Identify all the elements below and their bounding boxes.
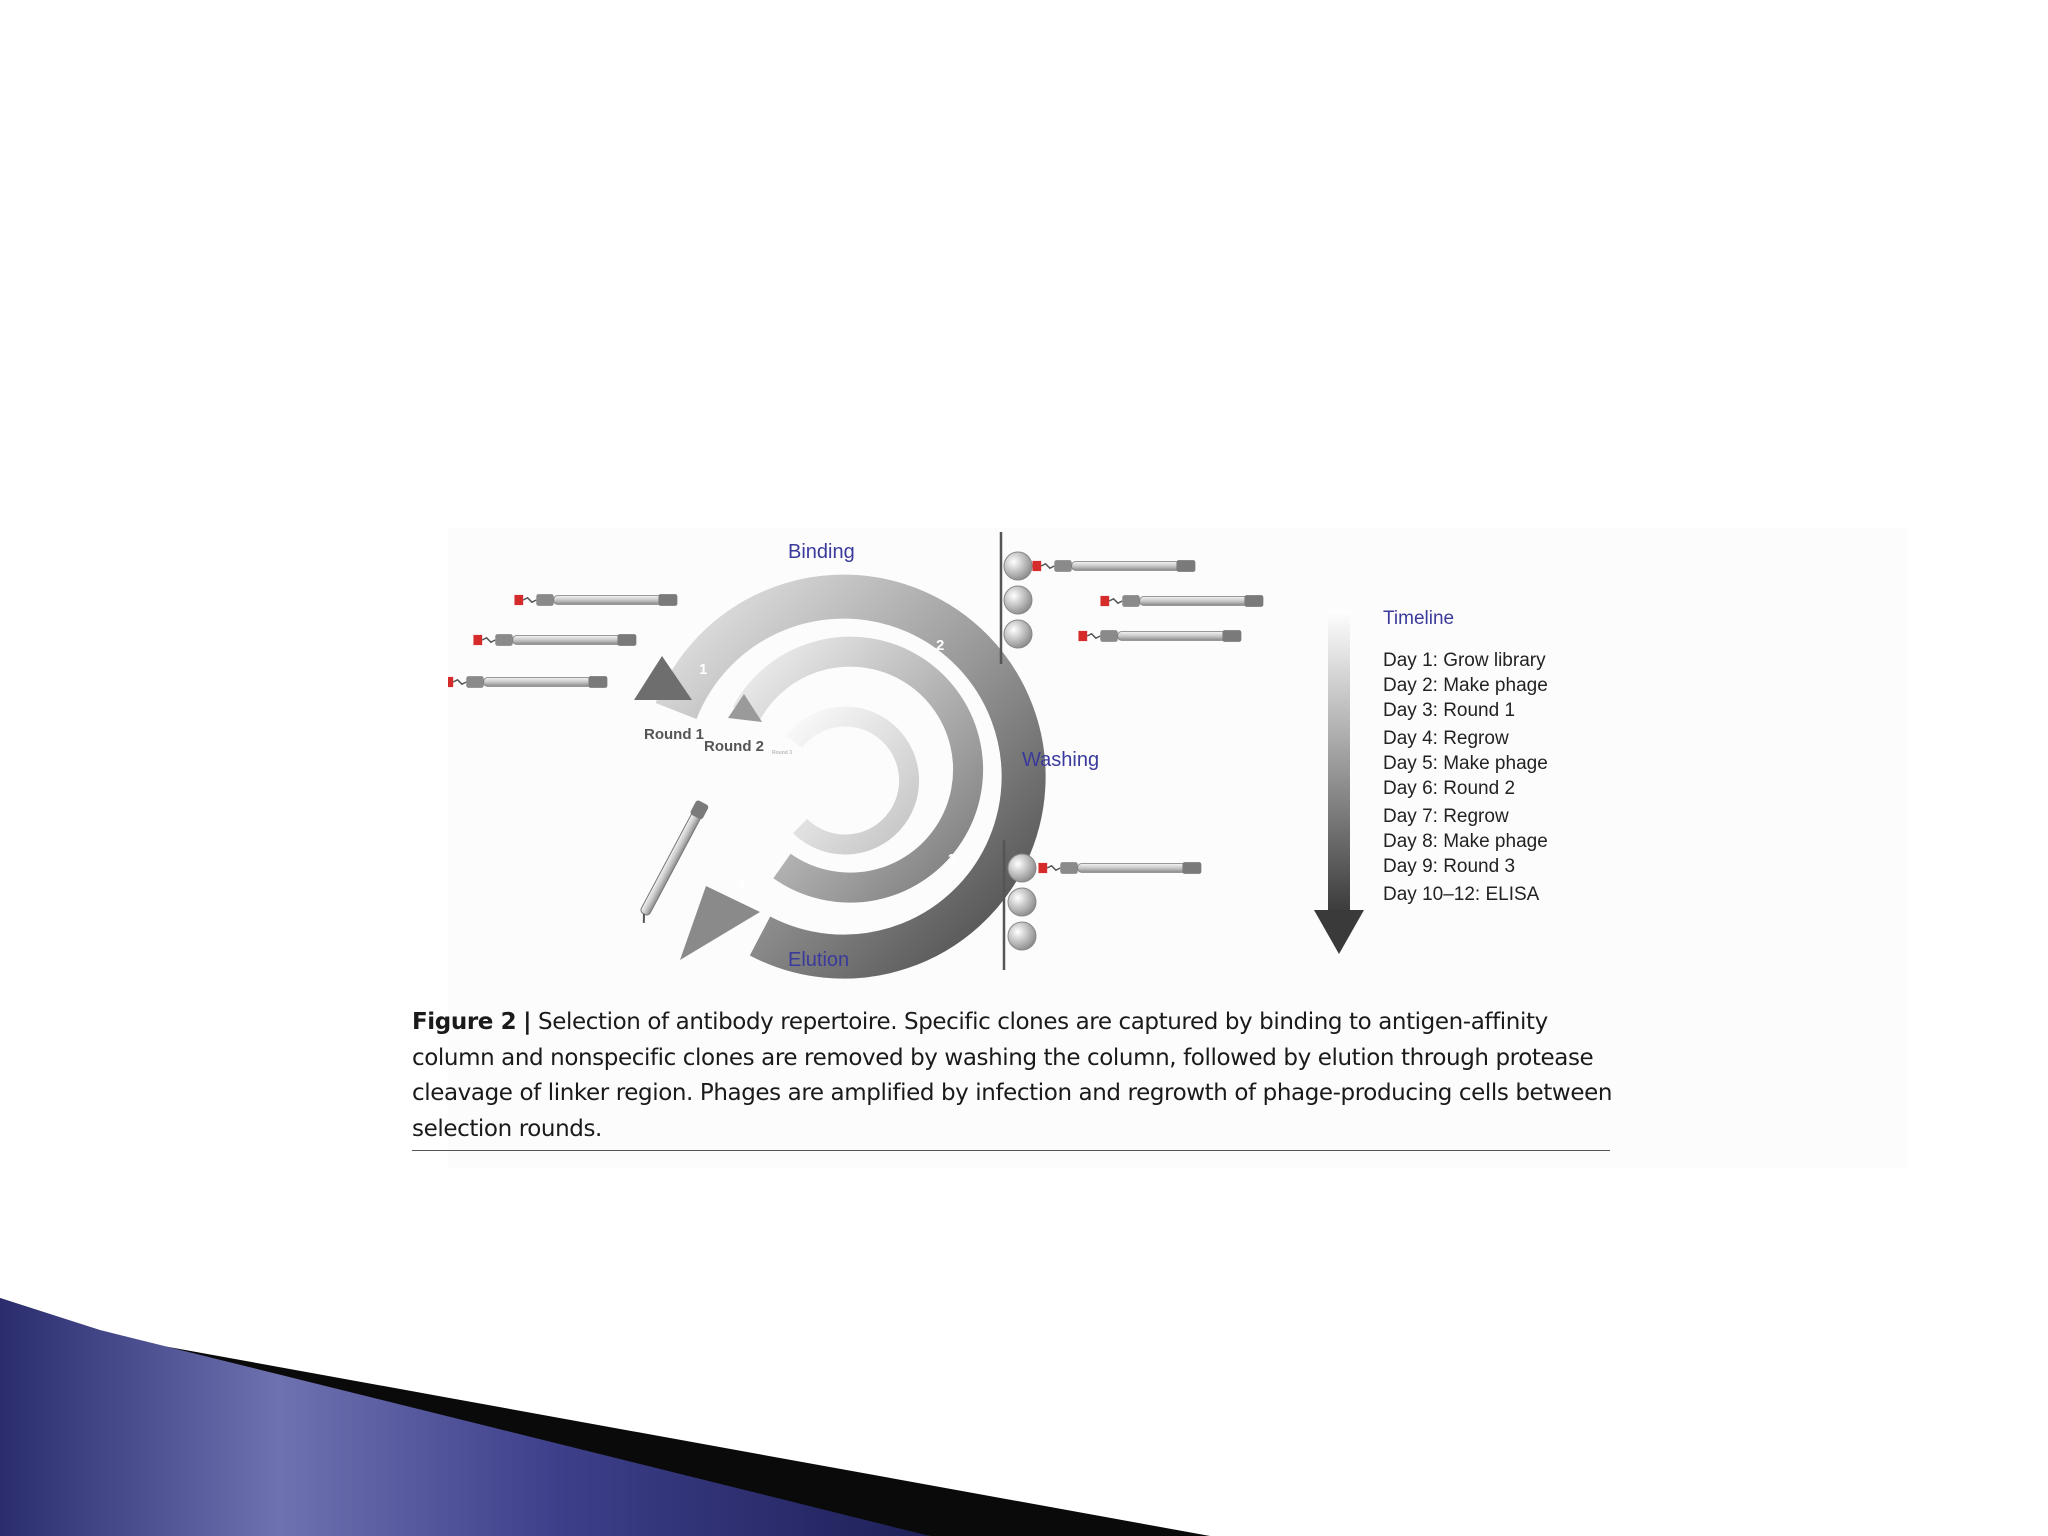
timeline-item: Day 6: Round 2	[1383, 778, 1516, 799]
round-2-label: Round 2	[704, 738, 764, 755]
timeline-item: Day 10–12: ELISA	[1383, 884, 1540, 905]
timeline-item: Day 2: Make phage	[1383, 675, 1548, 696]
step-number-4: 4	[736, 875, 745, 892]
timeline-item: Day 9: Round 3	[1383, 856, 1516, 877]
free-phage-1	[514, 594, 677, 606]
caption-rule	[412, 1150, 1610, 1151]
washing-label: Washing	[1022, 749, 1100, 771]
timeline-title: Timeline	[1383, 608, 1455, 629]
figure-caption	[412, 1005, 1612, 1147]
timeline-item: Day 3: Round 1	[1383, 700, 1516, 721]
round-3-label: Round 3	[772, 750, 792, 756]
step-number-1: 1	[699, 661, 708, 678]
caption-text: Selection of antibody repertoire. Specific clones are captured by binding to antigen-affinity column and nonspecific clones are removed by washing the column, followed by elution through protease cleavage of linker region. Phages are amplified by infection and regrowth of phage-producing cells between selection rounds.	[412, 1009, 1613, 1142]
timeline-item: Day 8: Make phage	[1383, 831, 1548, 852]
timeline-item: Day 7: Regrow	[1383, 806, 1509, 827]
binding-label: Binding	[788, 541, 855, 563]
step-number-2: 2	[936, 637, 945, 654]
figure-label: Figure 2	[412, 1009, 517, 1035]
binding-column	[1001, 532, 1263, 664]
round-1-label: Round 1	[644, 726, 704, 743]
timeline-item: Day 1: Grow library	[1383, 650, 1546, 671]
free-phage-3	[448, 676, 607, 688]
timeline-item: Day 5: Make phage	[1383, 753, 1548, 774]
elution-label: Elution	[788, 949, 850, 971]
free-phage-2	[473, 634, 636, 646]
arrowhead-4	[680, 886, 760, 960]
step-number-3: 3	[948, 851, 957, 868]
slide-corner-decoration	[0, 1280, 2048, 1536]
caption-separator: |	[523, 1009, 532, 1035]
eluted-phage	[634, 799, 709, 924]
elution-column	[1004, 840, 1201, 970]
timeline-arrow	[1314, 610, 1364, 954]
round3-arc	[794, 717, 909, 845]
timeline-item: Day 4: Regrow	[1383, 728, 1509, 749]
